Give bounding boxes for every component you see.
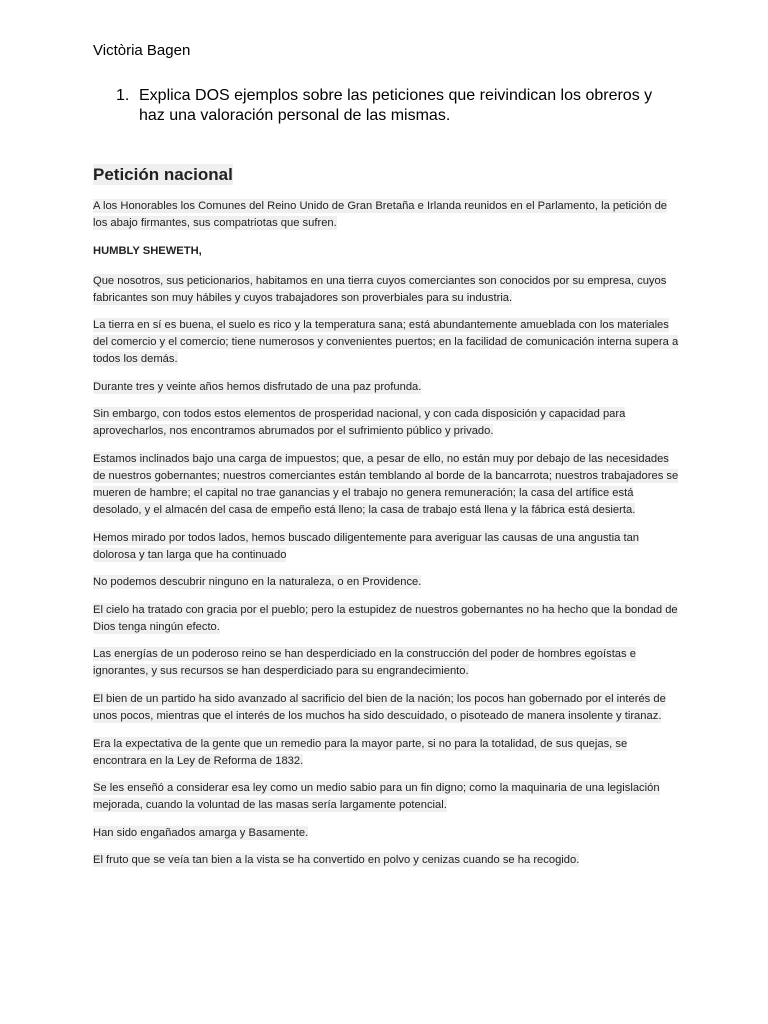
paragraph-text: El fruto que se veía tan bien a la vista se ha convertido en polvo y cenizas cuando se ha recogido. bbox=[93, 854, 580, 867]
paragraph-text: Era la expectativa de la gente que un remedio para la mayor parte, si no para la totalidad, de sus quejas, se encontrara en la Ley de Reforma de 1832. bbox=[93, 737, 628, 767]
paragraph bbox=[93, 646, 681, 680]
petition-body bbox=[93, 198, 681, 880]
paragraph-text: El bien de un partido ha sido avanzado al sacrificio del bien de la nación; los pocos han gobernado por el interés de unos pocos, mientras que el interés de los muchos ha sido descuidado, o pisoteado de manera insolente y tiranaz. bbox=[93, 692, 666, 722]
paragraph-text: Estamos inclinados bajo una carga de impuestos; que, a pesar de ello, no están muy por debajo de las necesidades de nuestros gobernantes; nuestros comerciantes están temblando al borde de la bancarrota; nuestros trabajadores se mueren de hambre; el capital no trae ganancias y el trabajo no genera remuneración; la casa del artífice está desolado, y el almacén del casa de empeño está lleno; la casa de trabajo está llena y la fábrica está desierta. bbox=[93, 452, 679, 516]
paragraph bbox=[93, 406, 681, 440]
paragraph-text: La tierra en sí es buena, el suelo es rico y la temperatura sana; está abundantemente amueblada con los materiales del comercio y el comercio; tiene numerosos y convenientes puertos; en la facilidad de comunicación interna supera a todos los demás. bbox=[93, 319, 679, 366]
paragraph-text: El cielo ha tratado con gracia por el pueblo; pero la estupidez de nuestros gobernantes no ha hecho que la bondad de Dios tenga ningún efecto. bbox=[93, 603, 678, 633]
paragraph bbox=[93, 198, 681, 232]
paragraph-text: Hemos mirado por todos lados, hemos buscado diligentemente para averiguar las causas de una angustia tan dolorosa y tan larga que ha continuado bbox=[93, 531, 640, 561]
section-heading bbox=[93, 164, 233, 186]
paragraph bbox=[93, 530, 681, 564]
paragraph-text: Sin embargo, con todos estos elementos de prosperidad nacional, y con cada disposición y capacidad para aprovecharlos, nos encontramos abrumados por el sufrimiento público y privado. bbox=[93, 408, 626, 438]
paragraph bbox=[93, 852, 681, 869]
salutation-text: HUMBLY SHEWETH, bbox=[93, 244, 202, 257]
paragraph-text: Que nosotros, sus peticionarios, habitamos en una tierra cuyos comerciantes son conocidos por su empresa, cuyos fabricantes son muy hábiles y cuyos trabajadores son proverbiales para su industria. bbox=[93, 274, 667, 304]
question-item bbox=[116, 86, 676, 126]
paragraph bbox=[93, 825, 681, 842]
question-number: 1. bbox=[116, 87, 130, 104]
paragraph-text: Han sido engañados amarga y Basamente. bbox=[93, 826, 309, 839]
author-name: Victòria Bagen bbox=[93, 42, 191, 59]
paragraph-text: A los Honorables los Comunes del Reino Unido de Gran Bretaña e Irlanda reunidos en el Parlamento, la petición de los abajo firmantes, sus compatriotas que sufren. bbox=[93, 200, 668, 229]
paragraph-text: Durante tres y veinte años hemos disfrutado de una paz profunda. bbox=[93, 380, 422, 393]
paragraph bbox=[93, 451, 681, 519]
paragraph bbox=[93, 379, 681, 396]
paragraph-text: Se les enseñó a considerar esa ley como un medio sabio para un fin digno; como la maquinaria de una legislación mejorada, cuando la voluntad de las masas sería largamente potencial. bbox=[93, 782, 660, 812]
paragraph-text: Las energías de un poderoso reino se han desperdiciado en la construcción del poder de hombres egoístas e ignorantes, y sus recursos se han desperdiciado para su engrandecimiento. bbox=[93, 648, 636, 678]
paragraph-salutation bbox=[93, 243, 681, 260]
section-heading-text: Petición nacional bbox=[93, 165, 233, 184]
paragraph bbox=[93, 317, 681, 368]
paragraph bbox=[93, 602, 681, 636]
paragraph bbox=[93, 691, 681, 725]
question-text: Explica DOS ejemplos sobre las peticiones que reivindican los obreros y haz una valoración personal de las mismas. bbox=[139, 87, 653, 124]
paragraph bbox=[93, 273, 681, 307]
paragraph bbox=[93, 780, 681, 814]
paragraph-text: No podemos descubrir ninguno en la naturaleza, o en Providence. bbox=[93, 576, 422, 589]
paragraph bbox=[93, 736, 681, 770]
paragraph bbox=[93, 574, 681, 591]
